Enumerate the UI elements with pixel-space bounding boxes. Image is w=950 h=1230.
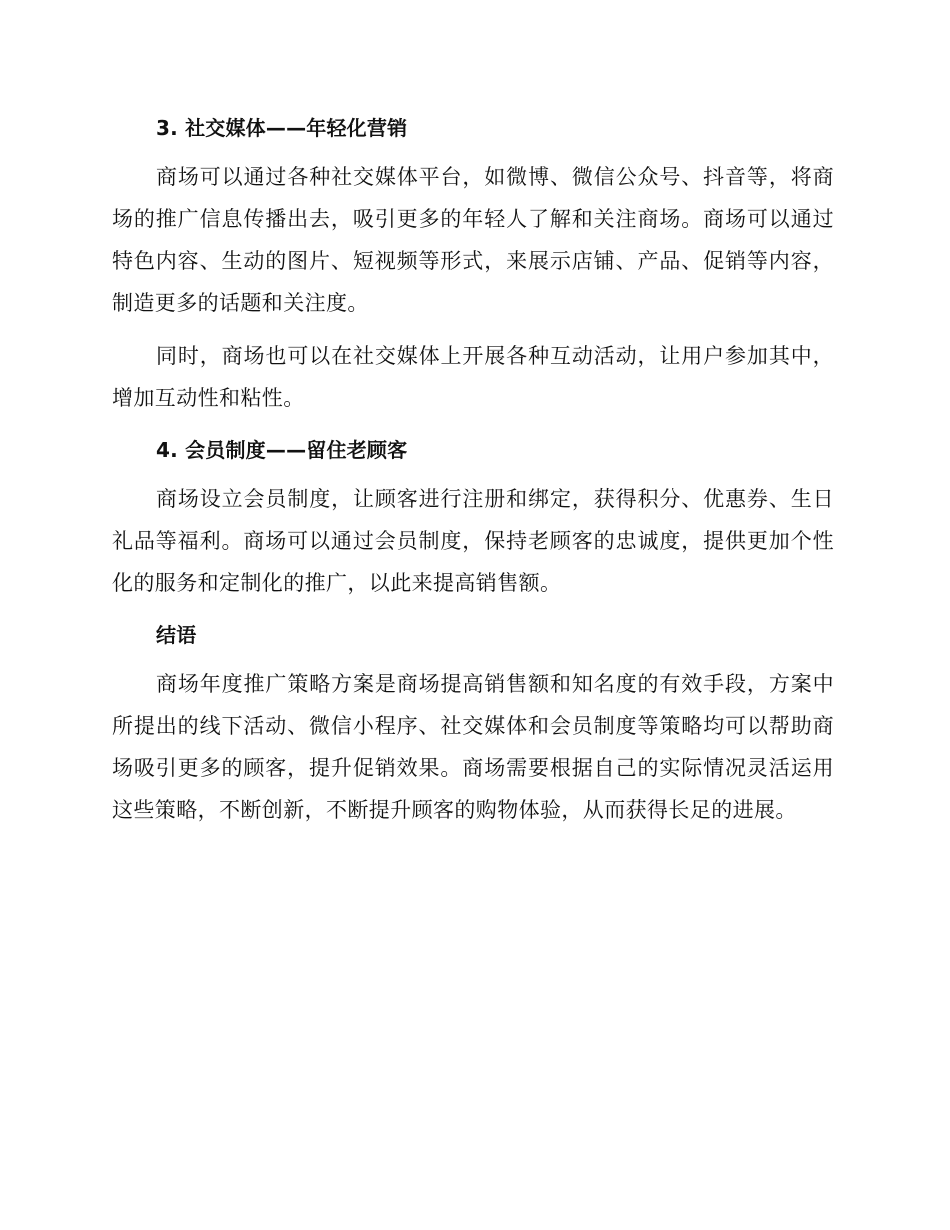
section-heading-membership: 4. 会员制度——留住老顾客 [156,438,408,462]
section-heading-conclusion: 结语 [156,623,197,647]
paragraph-social-media-2: 同时，商场也可以在社交媒体上开展各种互动活动，让用户参加其中，增加互动性和粘性。 [112,344,834,410]
paragraph-conclusion-1: 商场年度推广策略方案是商场提高销售额和知名度的有效手段，方案中所提出的线下活动、微信小程序、社交媒体和会员制度等策略均可以帮助商场吸引更多的顾客，提升促销效果。商场需要根据自己的实际情况灵活运用这些策略，不断创新，不断提升顾客的购物体验，从而获得长足的进展。 [112,672,834,822]
section-heading-social-media: 3. 社交媒体——年轻化营销 [156,116,408,140]
paragraph-social-media-1: 商场可以通过各种社交媒体平台，如微博、微信公众号、抖音等，将商场的推广信息传播出去，吸引更多的年轻人了解和关注商场。商场可以通过特色内容、生动的图片、短视频等形式，来展示店铺、产品、促销等内容，制造更多的话题和关注度。 [112,165,834,315]
paragraph-membership-1: 商场设立会员制度，让顾客进行注册和绑定，获得积分、优惠券、生日礼品等福利。商场可以通过会员制度，保持老顾客的忠诚度，提供更加个性化的服务和定制化的推广，以此来提高销售额。 [112,487,834,595]
document-page [112,108,834,831]
